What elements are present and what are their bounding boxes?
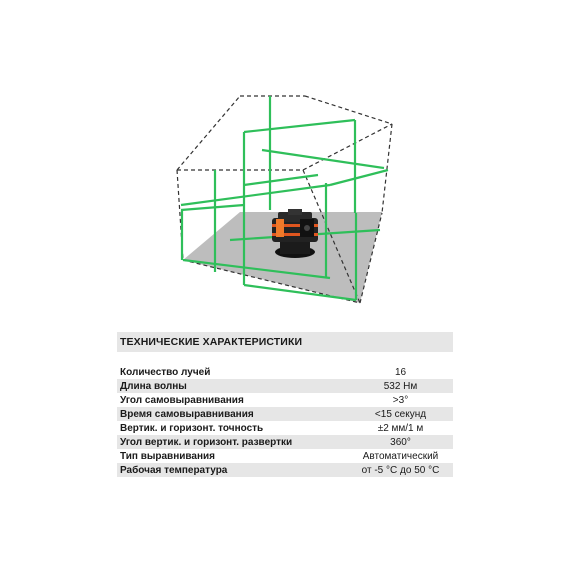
spec-value: 16 xyxy=(394,366,407,378)
spec-label: Угол самовыравнивания xyxy=(120,394,244,406)
spec-value: >3° xyxy=(392,394,409,406)
spec-row xyxy=(117,435,453,449)
spec-label: Количество лучей xyxy=(120,366,211,378)
laser-level-device xyxy=(272,209,318,258)
spec-label: Длина волны xyxy=(117,379,348,393)
spec-value: Автоматический xyxy=(362,450,439,462)
spec-row xyxy=(117,421,453,435)
specifications-block xyxy=(117,332,453,477)
spec-row xyxy=(117,449,453,463)
spec-label: Угол вертик. и горизонт. развертки xyxy=(117,435,348,449)
spec-row xyxy=(117,379,453,393)
spec-row xyxy=(117,463,453,477)
spec-label: Вертик. и горизонт. точность xyxy=(120,422,264,434)
spec-value: от -5 °С до 50 °С xyxy=(348,463,453,477)
spec-value: ±2 мм/1 м xyxy=(377,422,424,434)
spec-value: <15 секунд xyxy=(348,407,453,421)
spec-row xyxy=(117,407,453,421)
spec-label: Тип выравнивания xyxy=(120,450,215,462)
specs-table xyxy=(117,365,453,477)
spec-label: Рабочая температура xyxy=(117,463,348,477)
specs-title: ТЕХНИЧЕСКИЕ ХАРАКТЕРИСТИКИ xyxy=(117,332,453,352)
spec-label: Время самовыравнивания xyxy=(117,407,348,421)
spec-value: 532 Нм xyxy=(348,379,453,393)
spec-row xyxy=(117,365,453,379)
spec-row xyxy=(117,393,453,407)
spec-value: 360° xyxy=(348,435,453,449)
